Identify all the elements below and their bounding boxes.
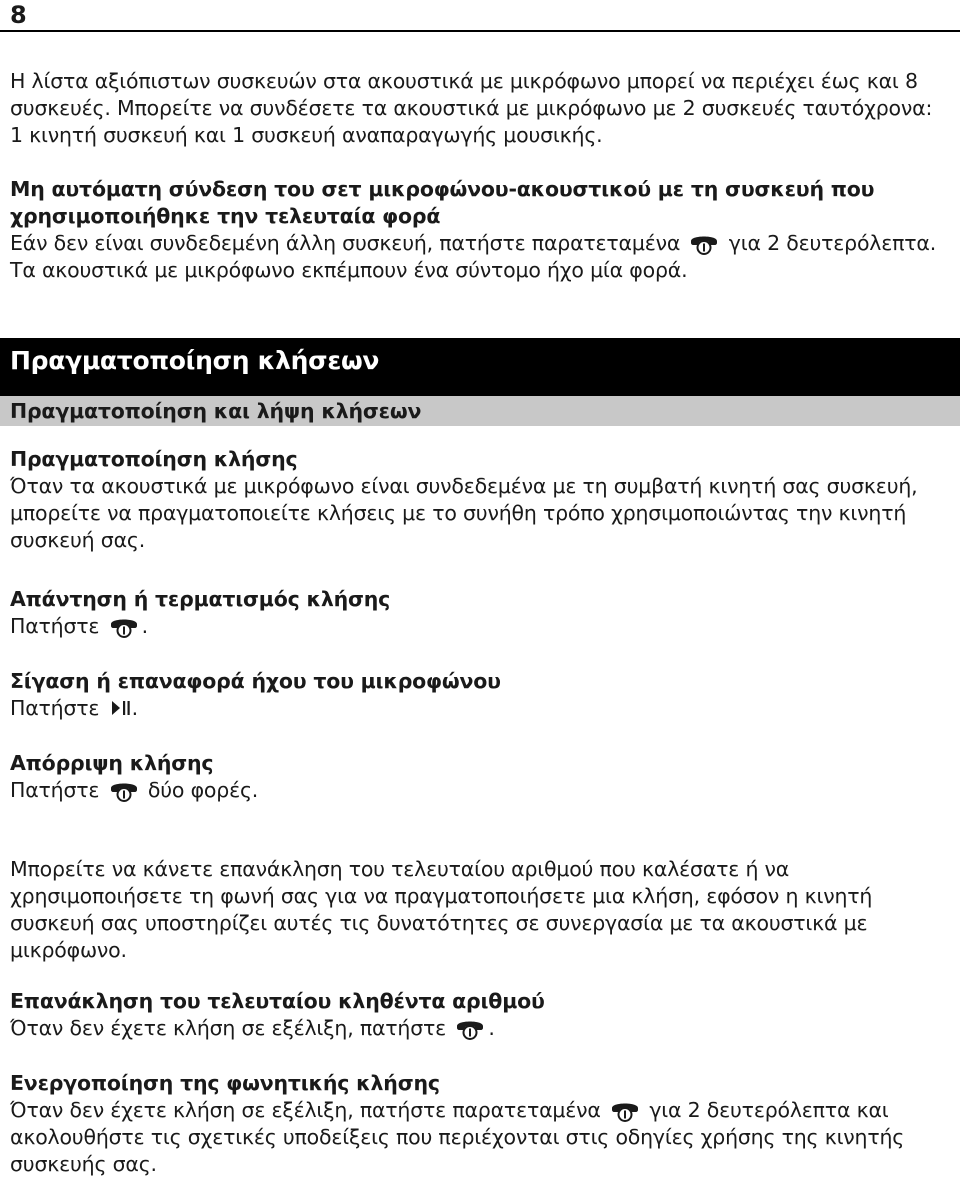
voice-dial-press: Όταν δεν έχετε κλήση σε εξέλιξη, πατήστε παρατεταμένα [10,1098,608,1122]
voice-dial-suffix: για 2 δευτερόλεπτα και ακολουθήστε τις σχετικές υποδείξεις που περιέχονται στις οδηγίες χρήσης της κινητής συσκευής σας. [10,1098,905,1176]
redial-suffix: . [488,1016,495,1040]
reject-heading: Απόρριψη κλήσης [10,751,214,775]
redial-heading: Επανάκληση του τελευταίου κληθέντα αριθμού [10,989,545,1013]
call-key-icon [688,231,720,255]
mute-heading: Σίγαση ή επαναφορά ήχου του μικροφώνου [10,669,501,693]
section-title-bar [0,338,960,396]
header-rule [0,30,960,32]
mute-text [10,695,950,722]
intro-paragraph: Η λίστα αξιόπιστων συσκευών στα ακουστικά με μικρόφωνο μπορεί να περιέχει έως και 8 συσκευές. Μπορείτε να συνδέσετε τα ακουστικά με μικρόφωνο με 2 συσκευές ταυτόχρονα: 1 κινητή συσκευή και 1 συσκευή αναπαραγωγής μουσικής. [10,69,933,147]
voice-dial-text [10,1097,950,1178]
mute-suffix: . [131,696,138,720]
call-key-icon [108,778,140,802]
voice-dial-block [10,1070,950,1178]
answer-end-block [10,586,950,640]
reject-text [10,777,950,804]
call-key-icon [108,614,140,638]
answer-end-suffix: . [141,614,148,638]
page-number: 8 [10,1,27,29]
answer-end-text [10,613,950,640]
make-call-text: Όταν τα ακουστικά με μικρόφωνο είναι συνδεδεμένα με τη συμβατή κινητή σας συσκευή, μπορείτε να πραγματοποιείτε κλήσεις με το συνήθη τρόπο χρησιμοποιώντας την κινητή συσκευή σας. [10,474,918,552]
manual-connect-block [10,176,950,284]
call-key-icon [454,1016,486,1040]
reject-suffix: δύο φορές. [141,778,259,802]
reject-block [10,750,950,804]
intro-paragraph-block [10,68,950,149]
play-pause-icon [108,696,132,720]
section-title: Πραγματοποίηση κλήσεων [10,346,380,375]
subsection-title-bar [0,396,960,426]
call-key-icon [609,1098,641,1122]
reject-press: Πατήστε [10,778,106,802]
redial-text [10,1015,950,1042]
redial-press: Όταν δεν έχετε κλήση σε εξέλιξη, πατήστε [10,1016,453,1040]
manual-connect-text-before: Εάν δεν είναι συνδεδεμένη άλλη συσκευή, πατήστε παρατεταμένα [10,231,687,255]
subsection-title: Πραγματοποίηση και λήψη κλήσεων [10,399,422,423]
manual-connect-heading: Μη αυτόματη σύνδεση του σετ μικροφώνου-ακουστικού με τη συσκευή που χρησιμοποιήθηκε την τελευταία φορά [10,177,875,228]
make-call-block [10,446,950,554]
manual-connect-text-after: για 2 δευτερόλεπτα. Τα ακουστικά με μικρόφωνο εκπέμπουν ένα σύντομο ήχο μία φορά. [10,231,937,282]
answer-end-press: Πατήστε [10,614,106,638]
voice-dial-heading: Ενεργοποίηση της φωνητικής κλήσης [10,1071,440,1095]
manual-connect-text [10,230,950,284]
make-call-heading: Πραγματοποίηση κλήσης [10,447,298,471]
redial-block [10,988,950,1042]
mute-block [10,668,950,722]
redial-info-block [10,856,950,964]
answer-end-heading: Απάντηση ή τερματισμός κλήσης [10,587,391,611]
mute-press: Πατήστε [10,696,106,720]
redial-info-text: Μπορείτε να κάνετε επανάκληση του τελευταίου αριθμού που καλέσατε ή να χρησιμοποιήσετε τη φωνή σας για να πραγματοποιήσετε μια κλήση, εφόσον η κινητή συσκευή σας υποστηρίζει αυτές τις δυνατότητες σε συνεργασία με τα ακουστικά με μικρόφωνο. [10,857,873,962]
